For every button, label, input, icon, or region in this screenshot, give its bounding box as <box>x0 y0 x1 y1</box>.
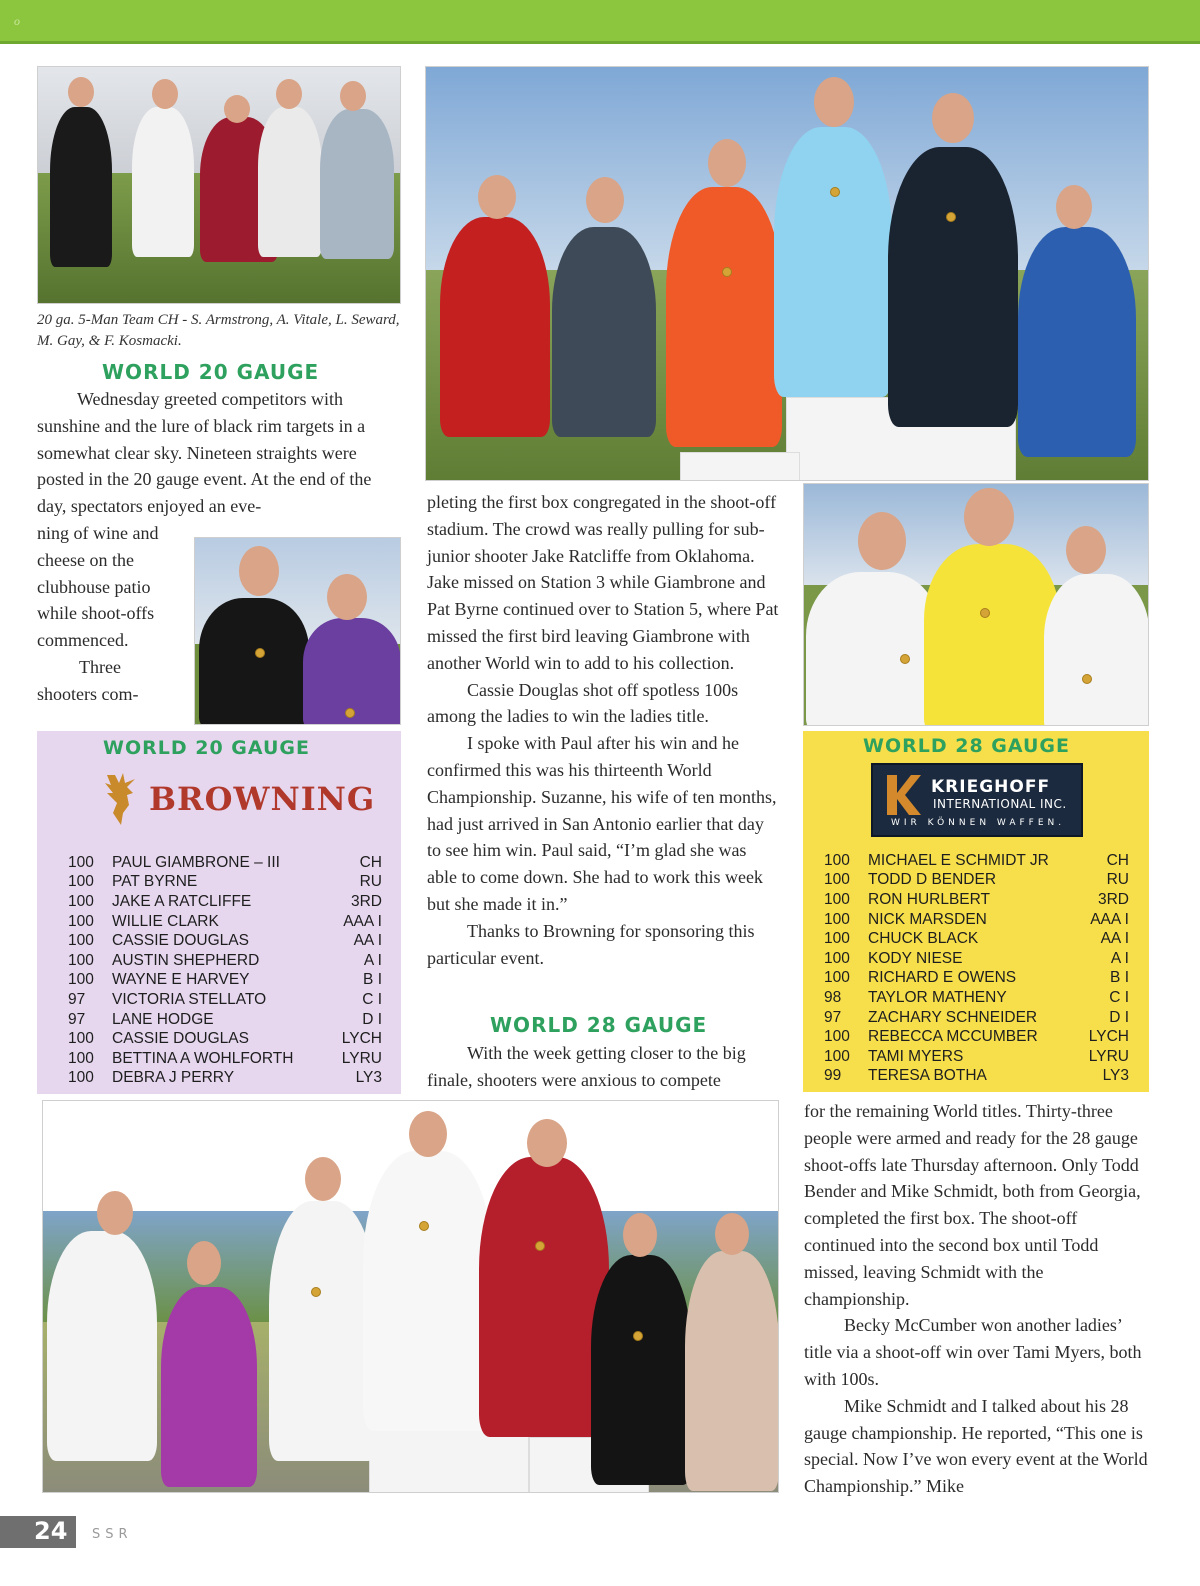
wrap-line: ning of wine and <box>37 523 159 543</box>
result-class: 3RD <box>1097 890 1129 908</box>
paragraph-intro: Wednesday greeted competitors with sunshine and the lure of black rim targets in a somewhat clear sky. Nineteen straights were posted in the 20 gauge event. At the end of the day, spectators enjoyed an eve- <box>37 389 372 517</box>
result-row <box>824 1067 1129 1087</box>
page-number-tab <box>0 1516 76 1548</box>
result-score: 97 <box>68 990 86 1008</box>
section-heading-28-gauge: WORLD 28 GAUGE <box>490 1013 708 1037</box>
result-score: 100 <box>68 951 94 969</box>
result-class: A I <box>1110 949 1129 967</box>
result-row <box>68 971 382 991</box>
results-28-gauge <box>803 731 1149 1092</box>
result-name: CHUCK BLACK <box>868 930 979 948</box>
paragraph-thanks: Thanks to Browning for sponsoring this particular event. <box>427 920 755 968</box>
result-row <box>68 931 382 951</box>
result-class: CH <box>359 853 382 871</box>
result-class: CH <box>1106 851 1129 869</box>
krieghoff-wordmark: KRIEGHOFF <box>931 777 1051 797</box>
result-score: 98 <box>824 988 842 1006</box>
result-row <box>68 892 382 912</box>
result-class: AA I <box>1100 930 1129 948</box>
result-row <box>68 1010 382 1030</box>
article-column-2 <box>427 489 779 971</box>
article-wrap-text <box>37 520 187 708</box>
corner-mark: o <box>14 14 20 28</box>
result-score: 100 <box>824 949 850 967</box>
result-row <box>824 1027 1129 1047</box>
result-score: 100 <box>68 892 94 910</box>
result-class: AA I <box>353 932 382 950</box>
results-heading: WORLD 20 GAUGE <box>103 737 311 759</box>
result-name: WILLIE CLARK <box>112 912 219 930</box>
result-name: LANE HODGE <box>112 1010 214 1028</box>
results-heading: WORLD 28 GAUGE <box>863 735 1071 757</box>
browning-logo <box>93 769 375 829</box>
result-class: C I <box>362 990 382 1008</box>
result-row <box>824 871 1129 891</box>
result-class: D I <box>1109 1008 1129 1026</box>
result-score: 100 <box>68 1069 94 1087</box>
result-name: KODY NIESE <box>868 949 963 967</box>
result-score: 100 <box>68 1049 94 1067</box>
result-class: AAA I <box>343 912 382 930</box>
result-row <box>68 853 382 873</box>
buckmark-icon <box>93 769 143 829</box>
result-row <box>68 1069 382 1089</box>
magazine-name: SSR <box>92 1527 133 1542</box>
result-row <box>68 1049 382 1069</box>
result-row <box>68 912 382 932</box>
result-name: TODD D BENDER <box>868 871 997 889</box>
result-name: TAMI MYERS <box>868 1047 964 1065</box>
result-name: ZACHARY SCHNEIDER <box>868 1008 1038 1026</box>
result-score: 100 <box>68 853 94 871</box>
result-row <box>824 929 1129 949</box>
result-score: 100 <box>824 910 850 928</box>
results-table <box>68 853 382 1088</box>
result-score: 100 <box>68 873 94 891</box>
result-class: LYRU <box>1088 1047 1129 1065</box>
article-paragraph <box>37 386 389 520</box>
article-column-3 <box>804 1098 1152 1500</box>
wrap-line: cheese on the <box>37 549 134 570</box>
result-score: 100 <box>824 890 850 908</box>
result-row <box>824 890 1129 910</box>
result-class: LYRU <box>341 1049 382 1067</box>
result-name: NICK MARSDEN <box>868 910 987 928</box>
result-class: RU <box>359 873 382 891</box>
result-row <box>824 851 1129 871</box>
result-name: CASSIE DOUGLAS <box>112 1030 249 1048</box>
result-class: D I <box>362 1010 382 1028</box>
wrap-line: while shoot-offs <box>37 603 155 624</box>
result-name: JAKE A RATCLIFFE <box>112 892 252 910</box>
result-score: 100 <box>68 1030 94 1048</box>
result-score: 100 <box>824 1028 850 1046</box>
result-name: VICTORIA STELLATO <box>112 990 267 1008</box>
paragraph-shootoff: pleting the first box congregated in the shoot-off stadium. The crowd was really pulling for sub-junior shooter Jake Ratcliffe from Oklahoma. Jake missed on Station 3 while Giambrone and Pat Byrne continued over to Station 5, where Pat missed the first bird leaving Giambrone with another World win to add to his collection. <box>427 492 779 673</box>
podium-photo-28-gauge <box>42 1100 779 1493</box>
result-score: 97 <box>68 1010 86 1028</box>
result-row <box>824 988 1129 1008</box>
result-row <box>68 990 382 1010</box>
result-row <box>824 969 1129 989</box>
result-score: 100 <box>824 930 850 948</box>
result-name: TERESA BOTHA <box>868 1067 987 1085</box>
paragraph-cassie: Cassie Douglas shot off spotless 100s among the ladies to win the ladies title. <box>427 679 739 727</box>
result-name: DEBRA J PERRY <box>112 1069 235 1087</box>
result-name: CASSIE DOUGLAS <box>112 932 249 950</box>
result-score: 100 <box>824 969 850 987</box>
result-name: WAYNE E HARVEY <box>112 971 250 989</box>
result-score: 100 <box>824 871 850 889</box>
wrap-line: shooters com- <box>37 683 139 704</box>
ladies-28-photo <box>803 483 1149 726</box>
result-name: BETTINA A WOHLFORTH <box>112 1049 294 1067</box>
podium-photo-20-gauge <box>425 66 1149 481</box>
result-name: TAYLOR MATHENY <box>868 988 1007 1006</box>
result-score: 99 <box>824 1067 842 1085</box>
result-score: 97 <box>824 1008 842 1026</box>
krieghoff-tagline: WIR KÖNNEN WAFFEN. <box>891 818 1066 828</box>
result-score: 100 <box>824 851 850 869</box>
paragraph-becky: Becky McCumber won another ladies’ title via a shoot-off win over Tami Myers, both with 100s. <box>804 1315 1142 1389</box>
photo-caption: 20 ga. 5-Man Team CH - S. Armstrong, A. Vitale, L. Seward, M. Gay, & F. Kosmacki. <box>37 312 400 349</box>
header-bar <box>0 0 1200 44</box>
paragraph-mike: Mike Schmidt and I talked about his 28 gauge championship. He reported, “This one is special. Now I’ve won every event at the World Championship.” Mike <box>804 1395 1148 1497</box>
article-column-2-end <box>427 1040 779 1094</box>
result-class: LY3 <box>355 1069 382 1087</box>
result-row <box>824 949 1129 969</box>
result-score: 100 <box>68 971 94 989</box>
result-name: AUSTIN SHEPHERD <box>112 951 260 969</box>
krieghoff-logo <box>871 763 1083 837</box>
result-class: LYCH <box>1088 1028 1129 1046</box>
result-name: REBECCA MCCUMBER <box>868 1028 1038 1046</box>
result-class: LYCH <box>341 1030 382 1048</box>
results-table <box>824 851 1129 1086</box>
result-row <box>68 873 382 893</box>
result-class: C I <box>1109 988 1129 1006</box>
browning-wordmark: BROWNING <box>149 780 376 818</box>
result-score: 100 <box>68 912 94 930</box>
wrap-line: clubhouse patio <box>37 576 151 597</box>
section-heading-20-gauge: WORLD 20 GAUGE <box>102 360 320 384</box>
result-row <box>824 1047 1129 1067</box>
result-row <box>68 1029 382 1049</box>
result-row <box>68 951 382 971</box>
paragraph-28-shootoff: for the remaining World titles. Thirty-three people were armed and ready for the 28 gauge shoot-offs late Thursday afternoon. Only Todd Bender and Mike Schmidt, both from Georgia, completed the first box. The shoot-off continued into the second box until Todd missed, leaving Schmidt with the championship. <box>804 1101 1141 1309</box>
ladies-photo <box>194 537 401 725</box>
result-name: MICHAEL E SCHMIDT JR <box>868 851 1049 869</box>
wrap-line: Three <box>79 656 121 677</box>
paragraph-paul: I spoke with Paul after his win and he confirmed this was his thirteenth World Championship. Suzanne, his wife of ten months, had just arrived in San Antonio earlier that day to see him win. Paul said, “I’m glad she was able to come down. She had to work this week but she made it in.” <box>427 733 777 914</box>
result-row <box>824 910 1129 930</box>
wrap-line: commenced. <box>37 630 129 651</box>
krieghoff-subtitle: INTERNATIONAL INC. <box>933 797 1067 811</box>
paragraph-28-intro: With the week getting closer to the big finale, shooters were anxious to compete <box>427 1043 746 1090</box>
result-class: B I <box>1110 969 1129 987</box>
result-row <box>824 1008 1129 1028</box>
page-number: 24 <box>34 1517 68 1545</box>
results-20-gauge <box>37 731 401 1094</box>
result-name: PAUL GIAMBRONE – III <box>112 853 280 871</box>
result-class: A I <box>363 951 382 969</box>
result-class: RU <box>1106 871 1129 889</box>
result-name: RON HURLBERT <box>868 890 991 908</box>
result-name: RICHARD E OWENS <box>868 969 1017 987</box>
result-score: 100 <box>68 932 94 950</box>
result-class: LY3 <box>1102 1067 1129 1085</box>
team-photo <box>37 66 401 304</box>
result-class: B I <box>363 971 382 989</box>
result-name: PAT BYRNE <box>112 873 198 891</box>
result-class: AAA I <box>1090 910 1129 928</box>
result-class: 3RD <box>350 892 382 910</box>
result-score: 100 <box>824 1047 850 1065</box>
krieghoff-k-icon <box>885 773 923 817</box>
